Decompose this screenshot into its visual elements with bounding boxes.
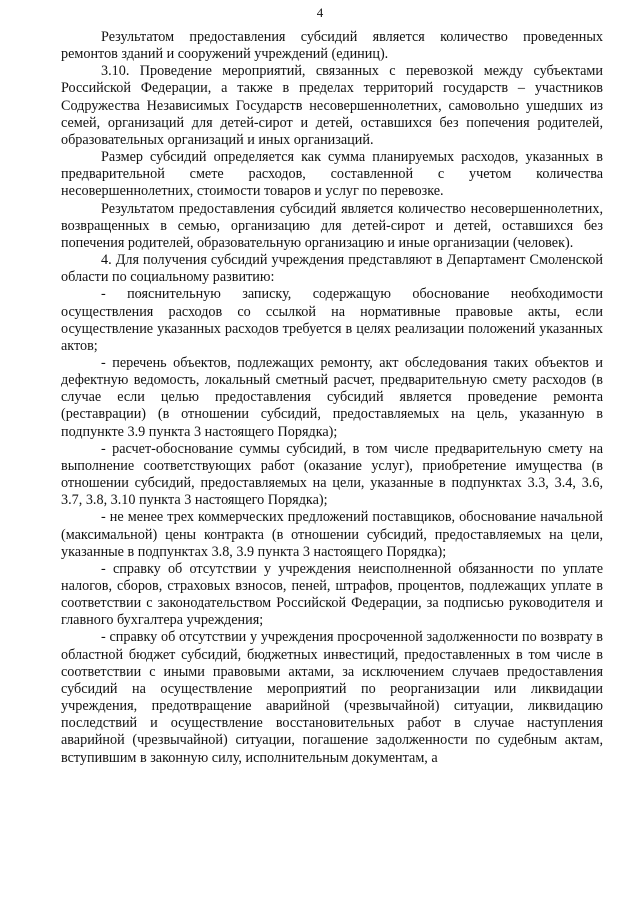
list-item-cost-justification: - расчет-обоснование суммы субсидий, в том числе предварительную смету на выполнение соответствующих работ (оказание услуг), приобретение имущества (в отношении субсидий, предоставляемых на цели, указанные в подпунктах 3.3, 3.4, 3.6, 3.7, 3.8, 3.10 пункта 3 настоящего Порядка); <box>61 440 603 509</box>
paragraph-result-minors: Результатом предоставления субсидий является количество несовершеннолетних, возвращенных в семью, организацию для детей-сирот и детей, оставшихся без попечения родителей, образовательную организацию и иные организации (человек). <box>61 200 603 251</box>
page-number: 4 <box>316 5 324 20</box>
paragraph-result-repairs: Результатом предоставления субсидий является количество проведенных ремонтов зданий и сооружений учреждений (единиц). <box>61 29 603 63</box>
list-item-explanatory-note: - пояснительную записку, содержащую обоснование необходимости осуществления расходов со ссылкой на нормативные правовые акты, если осуществление указанных расходов требуется в целях реализации положений указанных актов; <box>61 286 603 354</box>
list-item-debt-certificate: - справку об отсутствии у учреждения просроченной задолженности по возврату в областной бюджет субсидий, бюджетных инвестиций, предоставленных в том числе в соответствии с иными правовыми актами, за исключением случаев предоставления субсидий на осуществление мероприятий по реорганизации или ликвидации учреждения, предотвращение аварийной (чрезвычайной) ситуации, ликвидацию последствий и осуществление восстановительных работ в случае наступления аварийной (чрезвычайной) ситуации, погашение задолженности по судебным актам, вступившим в законную силу, исполнительным документам, а <box>61 629 603 766</box>
paragraph-subsidy-size: Размер субсидий определяется как сумма планируемых расходов, указанных в предварительной смете расходов, составленной с учетом количества несовершеннолетних, стоимости товаров и услуг по перевозке. <box>61 149 603 200</box>
paragraph-4: 4. Для получения субсидий учреждения представляют в Департамент Смоленской области по социальному развитию: <box>61 252 603 286</box>
list-item-commercial-offers: - не менее трех коммерческих предложений поставщиков, обоснование начальной (максимальной) цены контракта (в отношении субсидий, предоставляемых на цели, указанные в подпунктах 3.8, 3.9 пункта 3 настоящего Порядка); <box>61 509 603 560</box>
document-body <box>61 29 603 767</box>
list-item-tax-certificate: - справку об отсутствии у учреждения неисполненной обязанности по уплате налогов, сборов, страховых взносов, пеней, штрафов, процентов, подлежащих уплате в соответствии с законодательством Российской Федерации, за подписью руководителя и главного бухгалтера учреждения; <box>61 560 603 629</box>
list-item-objects-list: - перечень объектов, подлежащих ремонту, акт обследования таких объектов и дефектную ведомость, локальный сметный расчет, предварительную смету расходов (в случае если целью предоставления субсидий является проведение ремонта (реставрации) (в отношении субсидий, предоставляемых на цель, указанную в подпункте 3.9 пункта 3 настоящего Порядка); <box>61 354 603 440</box>
paragraph-3-10: 3.10. Проведение мероприятий, связанных с перевозкой между субъектами Российской Федерации, а также в пределах территорий государств – участников Содружества Независимых Государств несовершеннолетних, самовольно ушедших из семей, организаций для детей-сирот и детей, оставшихся без попечения родителей, образовательных организаций и иных организаций. <box>61 63 603 148</box>
